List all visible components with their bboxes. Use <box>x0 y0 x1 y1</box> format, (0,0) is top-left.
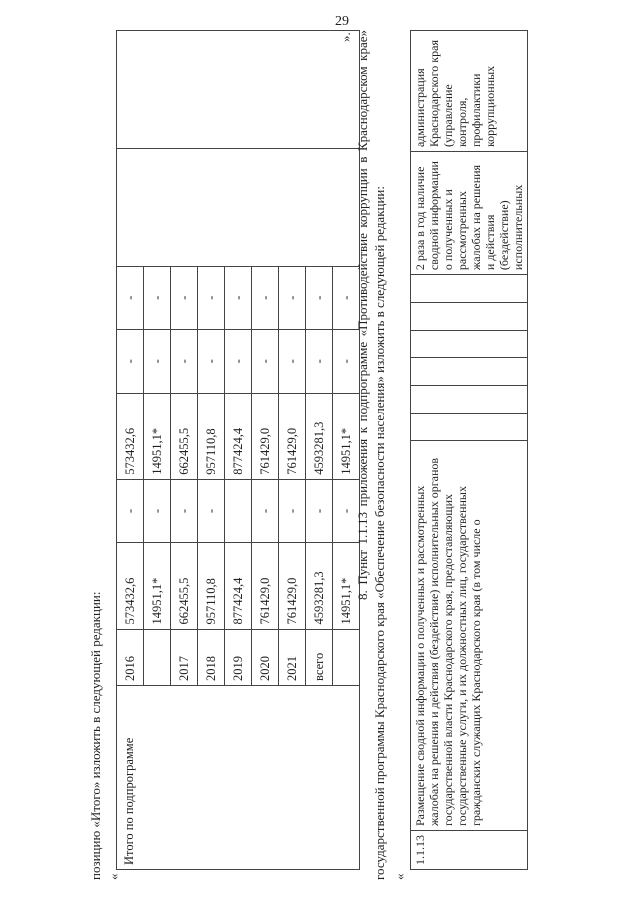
value-cell: - <box>333 266 360 329</box>
value-cell: 761429,0 <box>252 543 279 629</box>
value-cell: 957110,8 <box>198 543 225 629</box>
value-cell: - <box>144 479 171 542</box>
year-cell: 2016 <box>117 629 144 685</box>
empty-cell <box>411 330 528 358</box>
value-cell: - <box>171 266 198 329</box>
value-cell: 761429,0 <box>252 393 279 479</box>
value-cell: - <box>306 330 333 393</box>
totals-table <box>116 30 360 870</box>
value-cell: - <box>306 266 333 329</box>
value-cell: 761429,0 <box>279 393 306 479</box>
open-quote-2: « <box>392 873 407 880</box>
value-cell: - <box>171 479 198 542</box>
year-cell: 2018 <box>198 629 225 685</box>
empty-cell <box>411 413 528 441</box>
value-cell: - <box>225 266 252 329</box>
value-cell: 4593281,3 <box>306 393 333 479</box>
value-cell: - <box>225 330 252 393</box>
value-cell: - <box>279 330 306 393</box>
empty-cell <box>117 31 360 149</box>
value-cell: 14951,1* <box>333 393 360 479</box>
measure-executor: администрация Краснодарского края (управление контроля, профилактики коррупционных <box>411 31 528 152</box>
value-cell: - <box>252 330 279 393</box>
amendment-paragraph <box>354 30 388 880</box>
value-cell: - <box>198 330 225 393</box>
value-cell: 573432,6 <box>117 543 144 629</box>
value-cell: - <box>144 266 171 329</box>
value-cell: - <box>279 266 306 329</box>
empty-cell <box>411 275 528 303</box>
value-cell: - <box>117 479 144 542</box>
measure-text: Размещение сводной информации о полученных и рассмотренных жалобах на решения и действия (бездействие) исполнительных органов государственной власти Краснодарского края, предоставляющих государственные услуги, и их должностных лиц, государственных гражданских служащих Краснодарского края (в том числе о <box>411 441 528 831</box>
value-cell: - <box>306 479 333 542</box>
year-cell: 2017 <box>171 629 198 685</box>
close-quote: ». <box>338 32 353 42</box>
value-cell: - <box>171 330 198 393</box>
value-cell: 662455,5 <box>171 393 198 479</box>
value-cell: - <box>198 266 225 329</box>
paragraph-text: 8. Пункт 1.1.13 приложения к подпрограмме «Противодействие коррупции в Краснодарском крае» государственной программы Краснодарского края «Обеспечение безопасности населения» изложить в следующей редакции: <box>355 30 387 880</box>
value-cell: 957110,8 <box>198 393 225 479</box>
table-row <box>411 31 528 870</box>
value-cell: - <box>144 330 171 393</box>
value-cell: 662455,5 <box>171 543 198 629</box>
totals-label: Итого по подпрограмме <box>117 685 360 869</box>
year-cell: всего <box>306 629 333 685</box>
value-cell: 877424,4 <box>225 393 252 479</box>
measure-code: 1.1.13 <box>411 831 528 870</box>
page-number: 29 <box>335 14 349 29</box>
measure-timing: 2 раза в год наличие сводной информации о полученных и рассмотренных жалобах на решения и действия (бездействие) исполнительных <box>411 152 528 275</box>
year-cell: 2021 <box>279 629 306 685</box>
value-cell: - <box>252 479 279 542</box>
value-cell: - <box>252 266 279 329</box>
value-cell: 4593281,3 <box>306 543 333 629</box>
year-cell <box>144 629 171 685</box>
value-cell: - <box>279 479 306 542</box>
value-cell <box>225 479 252 542</box>
intro-text: позицию «Итого» изложить в следующей редакции: <box>88 591 103 880</box>
year-cell: 2019 <box>225 629 252 685</box>
open-quote-1: « <box>106 873 121 880</box>
empty-cell <box>411 385 528 413</box>
value-cell: 14951,1* <box>144 393 171 479</box>
value-cell: - <box>117 330 144 393</box>
value-cell: 761429,0 <box>279 543 306 629</box>
value-cell: 14951,1* <box>333 543 360 629</box>
empty-cell <box>411 302 528 330</box>
value-cell: - <box>117 266 144 329</box>
value-cell: - <box>333 479 360 542</box>
empty-cell <box>411 358 528 386</box>
value-cell: 877424,4 <box>225 543 252 629</box>
value-cell: - <box>198 479 225 542</box>
measure-table <box>410 30 528 870</box>
table-row <box>117 31 144 870</box>
value-cell: - <box>333 330 360 393</box>
empty-cell <box>117 148 360 266</box>
value-cell: 14951,1* <box>144 543 171 629</box>
value-cell: 573432,6 <box>117 393 144 479</box>
year-cell: 2020 <box>252 629 279 685</box>
rotated-content <box>88 30 525 880</box>
